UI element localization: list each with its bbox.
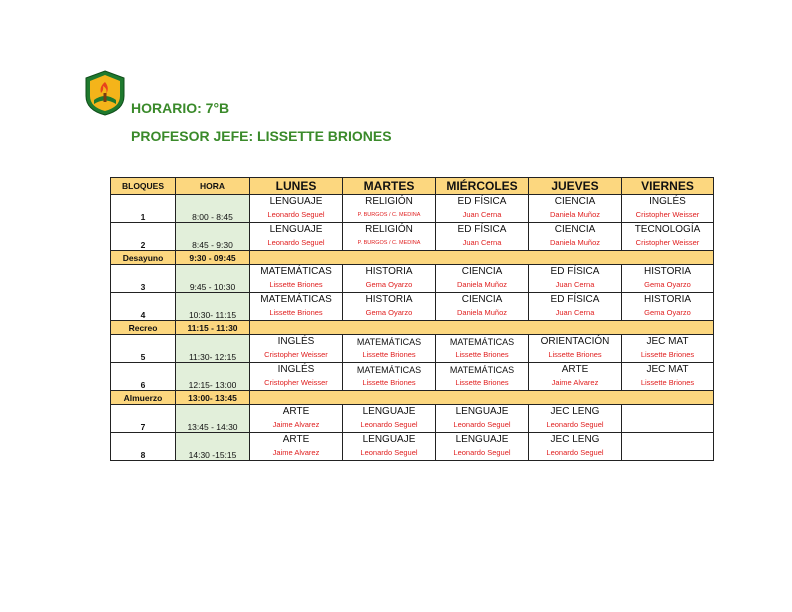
block-number: 1 xyxy=(111,195,176,223)
class-cell xyxy=(343,363,436,391)
subject-name: INGLÉS xyxy=(277,364,315,375)
class-cell xyxy=(529,195,622,223)
class-cell xyxy=(529,363,622,391)
class-cell xyxy=(343,223,436,251)
break-time: 9:30 - 09:45 xyxy=(176,251,250,265)
break-time: 11:15 - 11:30 xyxy=(176,321,250,335)
teacher-name: Daniela Muñoz xyxy=(549,210,601,219)
subject-name: LENGUAJE xyxy=(455,406,509,417)
class-cell xyxy=(436,293,529,321)
teacher-name: Daniela Muñoz xyxy=(549,238,601,247)
block-time: 8:00 - 8:45 xyxy=(176,195,250,223)
class-cell xyxy=(622,265,714,293)
schedule-title: HORARIO: 7°B xyxy=(131,100,230,116)
class-cell xyxy=(250,405,343,433)
subject-name: JEC LENG xyxy=(550,434,600,445)
teacher-name: Cristopher Weisser xyxy=(264,378,328,387)
subject-name: LENGUAJE xyxy=(269,196,323,207)
class-cell xyxy=(436,265,529,293)
teacher-name: P. BURGOS / C. MEDINA xyxy=(357,212,421,218)
teacher-name: Gema Oyarzo xyxy=(365,308,413,317)
break-time: 13:00- 13:45 xyxy=(176,391,250,405)
teacher-name: Lissette Briones xyxy=(269,308,323,317)
teacher-name: Cristopher Weisser xyxy=(264,350,328,359)
subject-name: ED FÍSICA xyxy=(457,196,507,207)
break-label: Desayuno xyxy=(111,251,176,265)
teacher-name: Leonardo Seguel xyxy=(360,420,418,429)
break-label: Recreo xyxy=(111,321,176,335)
class-cell xyxy=(343,265,436,293)
teacher-name: Lissette Briones xyxy=(455,350,509,359)
class-cell xyxy=(622,335,714,363)
class-cell xyxy=(250,293,343,321)
block-row xyxy=(111,405,714,433)
block-row xyxy=(111,293,714,321)
block-row xyxy=(111,363,714,391)
subject-name: JEC MAT xyxy=(646,336,689,347)
teacher-name: Lissette Briones xyxy=(362,350,416,359)
block-number: 5 xyxy=(111,335,176,363)
teacher-name: Gema Oyarzo xyxy=(644,308,691,317)
class-cell xyxy=(622,195,714,223)
teacher-name: Lissette Briones xyxy=(548,350,602,359)
class-cell xyxy=(436,405,529,433)
teacher-name: Leonardo Seguel xyxy=(360,448,418,457)
class-cell xyxy=(250,195,343,223)
class-cell xyxy=(250,335,343,363)
class-cell xyxy=(529,293,622,321)
header-jueves: JUEVES xyxy=(529,178,622,195)
class-cell xyxy=(343,195,436,223)
class-cell xyxy=(436,223,529,251)
block-time: 13:45 - 14:30 xyxy=(176,405,250,433)
class-cell xyxy=(529,223,622,251)
subject-name: CIENCIA xyxy=(554,196,596,207)
break-label: Almuerzo xyxy=(111,391,176,405)
subject-name: INGLÉS xyxy=(649,196,686,207)
class-cell xyxy=(250,265,343,293)
subject-name: MATEMÁTICAS xyxy=(356,337,422,347)
subject-name xyxy=(622,433,713,434)
block-number: 8 xyxy=(111,433,176,461)
teacher-name: Juan Cerna xyxy=(462,210,502,219)
break-row xyxy=(111,321,714,335)
teacher-name: Lissette Briones xyxy=(640,378,695,387)
school-crest-icon xyxy=(84,70,126,116)
teacher-name: Lissette Briones xyxy=(455,378,509,387)
class-cell xyxy=(250,223,343,251)
teacher-name: Leonardo Seguel xyxy=(267,210,325,219)
subject-name: ARTE xyxy=(282,406,310,417)
header-viernes: VIERNES xyxy=(622,178,714,195)
block-time: 10:30- 11:15 xyxy=(176,293,250,321)
class-cell xyxy=(529,433,622,461)
teacher-name: Leonardo Seguel xyxy=(267,238,325,247)
subject-name: RELIGIÓN xyxy=(365,196,413,207)
subject-name: MATEMÁTICAS xyxy=(449,365,515,375)
teacher-name: Daniela Muñoz xyxy=(456,308,508,317)
class-cell xyxy=(250,363,343,391)
class-cell xyxy=(250,433,343,461)
teacher-name: Jaime Alvarez xyxy=(272,420,320,429)
block-row xyxy=(111,265,714,293)
block-time: 12:15- 13:00 xyxy=(176,363,250,391)
block-number: 6 xyxy=(111,363,176,391)
subject-name: JEC LENG xyxy=(550,406,600,417)
break-row xyxy=(111,251,714,265)
block-number: 4 xyxy=(111,293,176,321)
subject-name: RELIGIÓN xyxy=(365,224,413,235)
block-row xyxy=(111,195,714,223)
subject-name: CIENCIA xyxy=(461,266,503,277)
teacher-name: Gema Oyarzo xyxy=(365,280,413,289)
subject-name: ED FÍSICA xyxy=(550,294,600,305)
teacher-name: Leonardo Seguel xyxy=(546,420,604,429)
subject-name: LENGUAJE xyxy=(362,434,416,445)
teacher-name: P. BURGOS / C. MEDINA xyxy=(357,240,421,246)
header-bloques: BLOQUES xyxy=(111,178,176,195)
break-fill xyxy=(250,391,714,405)
subject-name: LENGUAJE xyxy=(362,406,416,417)
teacher-name: Leonardo Seguel xyxy=(453,420,511,429)
break-fill xyxy=(250,321,714,335)
teacher-name: Lissette Briones xyxy=(640,350,695,359)
header-hora: HORA xyxy=(176,178,250,195)
subject-name: CIENCIA xyxy=(554,224,596,235)
break-row xyxy=(111,391,714,405)
class-cell xyxy=(529,335,622,363)
class-cell xyxy=(622,363,714,391)
teacher-name: Gema Oyarzo xyxy=(644,280,691,289)
class-cell xyxy=(622,405,714,433)
block-row xyxy=(111,335,714,363)
class-cell xyxy=(436,335,529,363)
block-number: 3 xyxy=(111,265,176,293)
subject-name: MATEMÁTICAS xyxy=(260,294,332,305)
block-time: 9:45 - 10:30 xyxy=(176,265,250,293)
teacher-name: Juan Cerna xyxy=(555,280,595,289)
class-cell xyxy=(622,433,714,461)
subject-name: MATEMÁTICAS xyxy=(449,337,515,347)
class-cell xyxy=(436,363,529,391)
class-cell xyxy=(343,433,436,461)
teacher-name: Juan Cerna xyxy=(555,308,595,317)
subject-name: HISTORIA xyxy=(643,266,692,277)
class-cell xyxy=(529,265,622,293)
block-number: 7 xyxy=(111,405,176,433)
subject-name: ED FÍSICA xyxy=(457,224,507,235)
subject-name: HISTORIA xyxy=(365,266,413,277)
subject-name: INGLÉS xyxy=(277,336,315,347)
subject-name xyxy=(622,405,713,406)
subject-name: HISTORIA xyxy=(365,294,413,305)
subject-name: CIENCIA xyxy=(461,294,503,305)
class-cell xyxy=(343,335,436,363)
teacher-name: Cristopher Weisser xyxy=(635,210,700,219)
subject-name: LENGUAJE xyxy=(269,224,323,235)
block-row xyxy=(111,433,714,461)
class-cell xyxy=(436,195,529,223)
teacher-name: Leonardo Seguel xyxy=(546,448,604,457)
teacher-name: Daniela Muñoz xyxy=(456,280,508,289)
subject-name: HISTORIA xyxy=(643,294,692,305)
class-cell xyxy=(622,293,714,321)
header-row xyxy=(111,178,714,195)
class-cell xyxy=(436,433,529,461)
subject-name: ARTE xyxy=(561,364,589,375)
class-cell xyxy=(622,223,714,251)
schedule-table xyxy=(110,177,714,461)
block-time: 11:30- 12:15 xyxy=(176,335,250,363)
break-fill xyxy=(250,251,714,265)
block-row xyxy=(111,223,714,251)
block-number: 2 xyxy=(111,223,176,251)
subject-name: ORIENTACIÓN xyxy=(540,336,610,347)
subject-name: ARTE xyxy=(282,434,310,445)
header-martes: MARTES xyxy=(343,178,436,195)
subject-name: MATEMÁTICAS xyxy=(260,266,332,277)
teacher-name: Jaime Alvarez xyxy=(272,448,320,457)
class-cell xyxy=(343,293,436,321)
subject-name: JEC MAT xyxy=(646,364,689,375)
teacher-name: Leonardo Seguel xyxy=(453,448,511,457)
teacher-name: Jaime Alvarez xyxy=(551,378,599,387)
header-miercoles: MIÉRCOLES xyxy=(436,178,529,195)
block-time: 8:45 - 9:30 xyxy=(176,223,250,251)
teacher-name: Lissette Briones xyxy=(269,280,323,289)
subject-name: TECNOLOGÍA xyxy=(634,224,701,235)
block-time: 14:30 -15:15 xyxy=(176,433,250,461)
header-lunes: LUNES xyxy=(250,178,343,195)
teacher-name: Cristopher Weisser xyxy=(635,238,700,247)
head-teacher-title: PROFESOR JEFE: LISSETTE BRIONES xyxy=(131,128,392,144)
class-cell xyxy=(343,405,436,433)
class-cell xyxy=(529,405,622,433)
teacher-name: Juan Cerna xyxy=(462,238,502,247)
subject-name: MATEMÁTICAS xyxy=(356,365,422,375)
subject-name: LENGUAJE xyxy=(455,434,509,445)
teacher-name: Lissette Briones xyxy=(362,378,416,387)
subject-name: ED FÍSICA xyxy=(550,266,600,277)
